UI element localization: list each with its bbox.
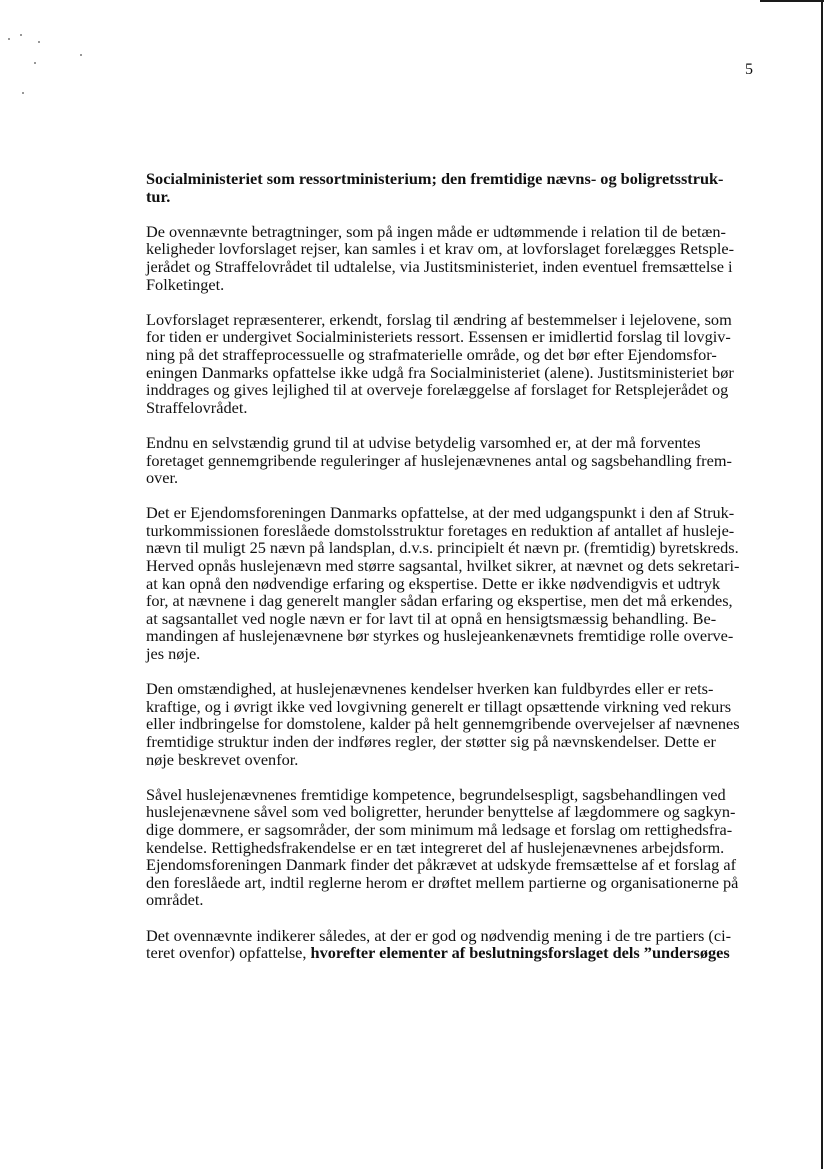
section-heading — [146, 170, 754, 205]
text-line: foretaget gennemgribende reguleringer af huslejenævnenes antal og sagsbehandling frem- — [146, 450, 732, 470]
text-line: jerådet og Straffelovrådet til udtalelse, via Justitsministeriet, inden eventuel fremsættelse i — [146, 256, 733, 276]
text-line: Det er Ejendomsforeningen Danmarks opfattelse, at der med udgangspunkt i den af Struk- — [146, 503, 735, 523]
scan-speck — [8, 38, 10, 40]
paragraph-5 — [146, 680, 754, 768]
text-line: eningen Danmarks opfattelse ikke udgå fra Socialministeriet (alene). Justitsministeriet bør — [146, 362, 734, 382]
document-body — [146, 170, 754, 979]
scan-speck — [20, 34, 22, 36]
text-line: Endnu en selvstændig grund til at udvise betydelig varsomhed er, at der må forventes — [146, 432, 701, 452]
text-line: at sagsantallet ved nogle nævn er for lavt til at opnå en hensigtsmæssig behandling. Be- — [146, 608, 717, 628]
text-line: nævn til muligt 25 nævn på landsplan, d.v.s. principielt ét nævn pr. (fremtidig) byretskreds. — [146, 538, 739, 558]
text-line: dige dommere, er sagsområder, der som minimum må ledsage et forslag om rettighedsfra- — [146, 819, 733, 839]
text-line: kraftige, og i øvrigt ikke ved lovgivning generelt er tillagt opsættende virkning ved rekurs — [146, 696, 732, 716]
heading-line: tur. — [146, 186, 171, 206]
paragraph-3 — [146, 434, 754, 487]
text-line: huslejenævnene såvel som ved boligretter, herunder benyttelse af lægdommere og sagkyn- — [146, 802, 736, 822]
text-line: De ovennævnte betragtninger, som på ingen måde er udtømmende i relation til de betæn- — [146, 221, 726, 241]
paragraph-6 — [146, 786, 754, 909]
heading-line: Socialministeriet som ressortministerium; den fremtidige nævns- og boligretsstruk- — [146, 169, 724, 188]
text-line: at kan opnå den nødvendige erfaring og ekspertise. Dette er ikke nødvendigvis et udtryk — [146, 573, 721, 593]
text-line: ning på det straffeprocessuelle og strafmaterielle område, og det bør efter Ejendomsfor- — [146, 344, 717, 364]
scan-edge-top — [760, 0, 824, 2]
paragraph-4 — [146, 504, 754, 662]
text-line: nøje beskrevet ovenfor. — [146, 749, 299, 769]
text-line: for tiden er undergivet Socialministeriets ressort. Essensen er imidlertid forslag til lovgiv- — [146, 327, 731, 347]
text-segment: teret ovenfor) opfattelse, — [146, 943, 311, 963]
text-line: turkommissionen foreslåede domstolsstruktur foretages en reduktion af antallet af husleje- — [146, 520, 735, 540]
text-line: Folketinget. — [146, 274, 225, 294]
paragraph-7 — [146, 927, 754, 962]
text-line: keligheder lovforslaget rejser, kan samles i et krav om, at lovforslaget forelægges Retsple- — [146, 239, 735, 259]
text-line: for, at nævnene i dag generelt mangler sådan erfaring og ekspertise, men det må erkendes, — [146, 591, 733, 611]
page-number: 5 — [745, 61, 753, 78]
text-line: fremtidige struktur inden der indføres regler, der støtter sig på nævnskendelser. Dette er — [146, 732, 716, 751]
scan-speck — [80, 54, 82, 56]
text-line: inddrages og gives lejlighed til at overveje forelæggelse af forslaget for Retsplejerådet og — [146, 380, 729, 400]
scan-edge-right — [821, 0, 823, 1169]
text-line: Såvel huslejenævnenes fremtidige kompetence, begrundelsespligt, sagsbehandlingen ved — [146, 784, 726, 804]
text-line: eller indbringelse for domstolene, kalder på helt gennemgribende overvejelser af nævnenes — [146, 714, 740, 734]
text-line: Ejendomsforeningen Danmark finder det påkrævet at udskyde fremsættelse af et forslag af — [146, 855, 736, 875]
text-line: Herved opnås huslejenævn med større sagsantal, hvilket sikrer, at nævnet og dets sekretari- — [146, 556, 740, 576]
paragraph-1 — [146, 223, 754, 293]
text-line: den foreslåede art, indtil reglerne herom er drøftet mellem partierne og organisationerne på — [146, 872, 739, 892]
text-line: Den omstændighed, at huslejenævnenes kendelser hverken kan fuldbyrdes eller er rets- — [146, 679, 714, 699]
bold-text-segment: hvorefter elementer af beslutningsforslaget dels ”undersøges — [310, 943, 730, 963]
paragraph-2 — [146, 311, 754, 417]
text-line: området. — [146, 890, 204, 910]
text-line: kendelse. Rettighedsfrakendelse er en tæt integreret del af huslejenævnenes arbejdsform. — [146, 837, 725, 857]
text-line: Det ovennævnte indikerer således, at der er god og nødvendig mening i de tre partiers (ci- — [146, 925, 732, 945]
text-line: Lovforslaget repræsenterer, erkendt, forslag til ændring af bestemmelser i lejelovene, som — [146, 309, 732, 329]
scan-speck — [34, 62, 36, 64]
text-line-mixed — [146, 944, 754, 962]
text-line: Straffelovrådet. — [146, 397, 248, 417]
text-line: mandingen af huslejenævnene bør styrkes og huslejeankenævnets fremtidige rolle overve- — [146, 626, 734, 646]
scan-speck — [22, 92, 24, 94]
scan-speck — [38, 41, 40, 43]
text-line: over. — [146, 468, 179, 488]
text-line: jes nøje. — [146, 644, 201, 664]
